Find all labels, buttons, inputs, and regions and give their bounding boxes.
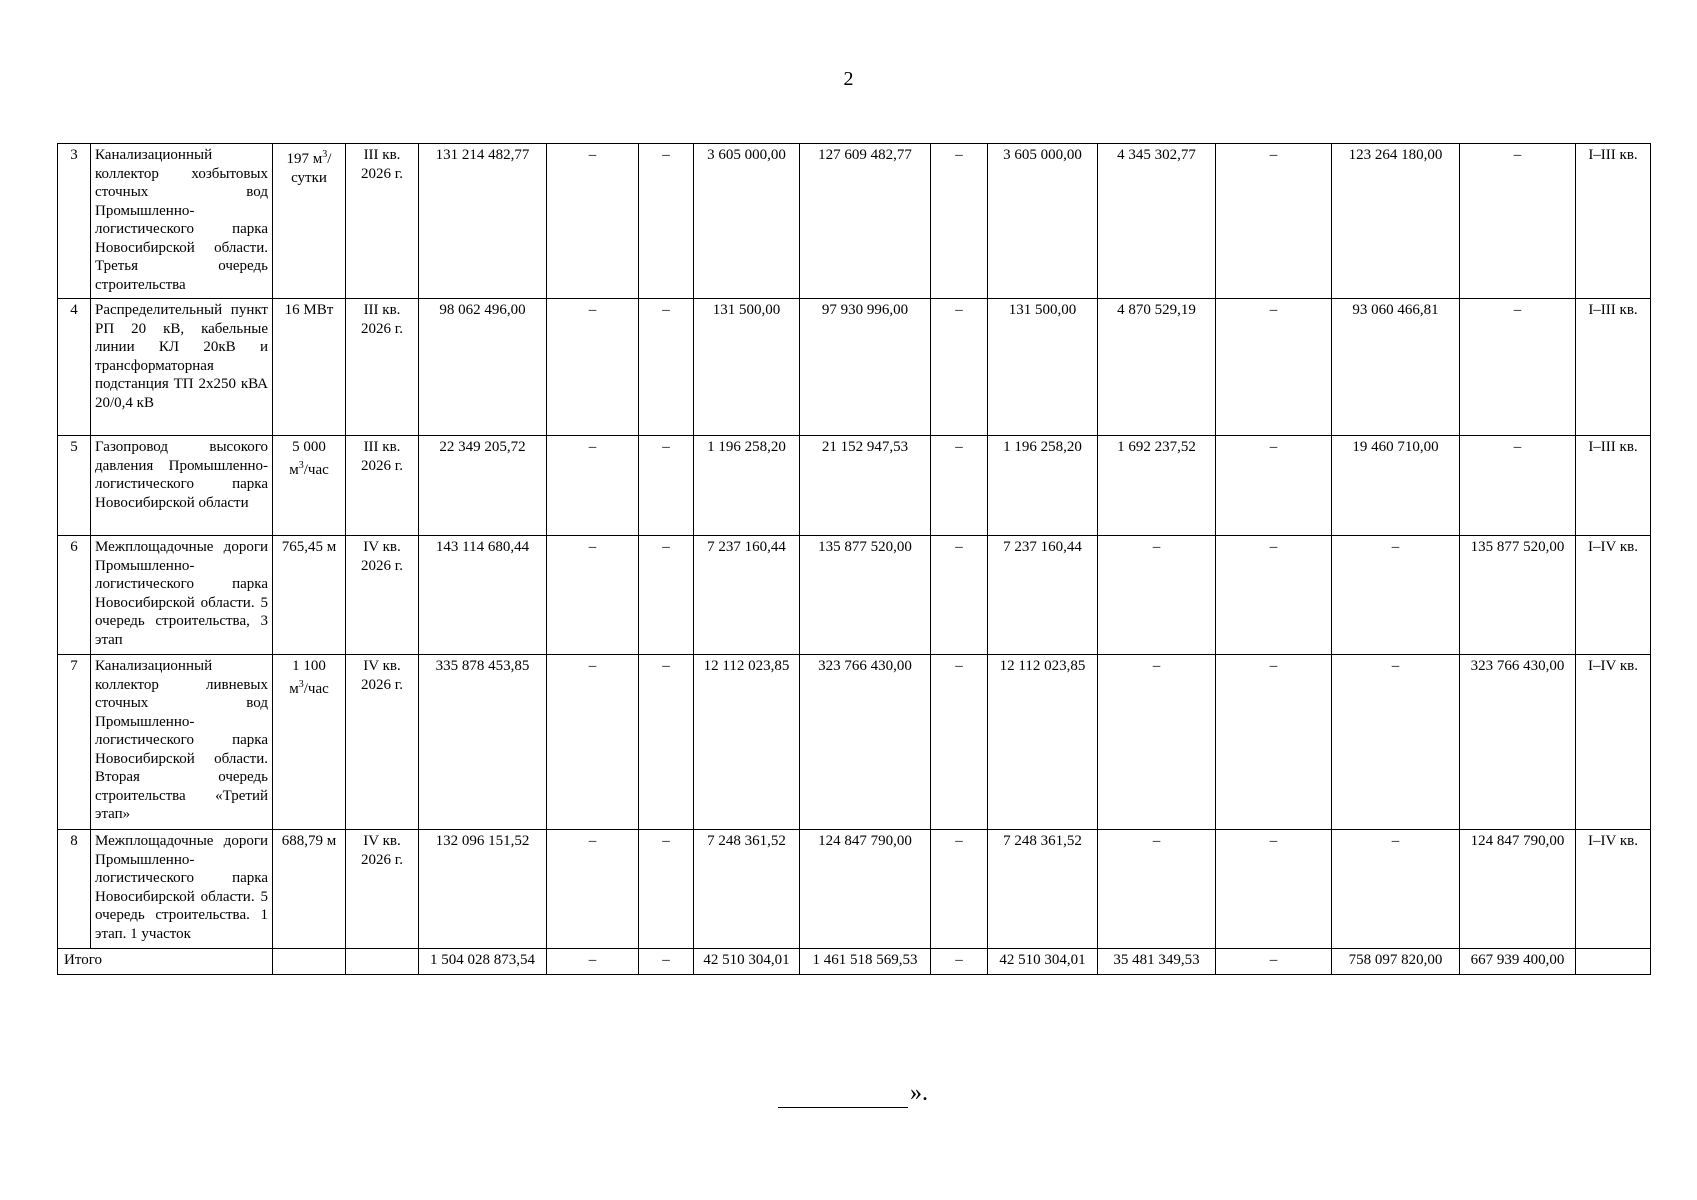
closing-mark [778, 1080, 928, 1108]
closing-quote: ». [910, 1080, 928, 1106]
row-number: 5 [58, 436, 91, 536]
cell-amount: – [639, 536, 694, 655]
investment-table [57, 143, 1651, 975]
cell-amount: – [1098, 655, 1216, 830]
cell-amount: 1 692 237,52 [1098, 436, 1216, 536]
cell-amount: – [547, 949, 639, 975]
total-label: Итого [58, 949, 273, 975]
capacity: 197 $м^3/$ сутки [273, 144, 346, 299]
commission-period: IV кв. 2026 г. [346, 830, 419, 949]
cell-quarters: I–IV кв. [1576, 830, 1651, 949]
cell-amount: – [639, 144, 694, 299]
cell-amount: – [639, 830, 694, 949]
cell-amount: – [547, 144, 639, 299]
row-number: 3 [58, 144, 91, 299]
cell-amount: – [1460, 436, 1576, 536]
cell-amount: 124 847 790,00 [1460, 830, 1576, 949]
cell-amount: 93 060 466,81 [1332, 299, 1460, 436]
cell-amount: 7 237 160,44 [988, 536, 1098, 655]
cell-amount: 131 500,00 [988, 299, 1098, 436]
cell-amount: 124 847 790,00 [800, 830, 931, 949]
cell-amount: 123 264 180,00 [1332, 144, 1460, 299]
cell-amount: – [931, 299, 988, 436]
cell-amount: 22 349 205,72 [419, 436, 547, 536]
object-name: Канализационный коллектор ливневых сточных вод Промышленно-логистического парка Новосибирской области. Вторая очередь строительства «Третий этап» [91, 655, 273, 830]
commission-period: IV кв. 2026 г. [346, 655, 419, 830]
cell-amount: 132 096 151,52 [419, 830, 547, 949]
cell-amount: – [931, 144, 988, 299]
cell-amount: 1 461 518 569,53 [800, 949, 931, 975]
commission-period: III кв. 2026 г. [346, 144, 419, 299]
cell-amount: – [1216, 299, 1332, 436]
capacity: 688,79 м [273, 830, 346, 949]
cell-quarters: I–III кв. [1576, 144, 1651, 299]
object-name: Канализационный коллектор хозбытовых сточных вод Промышленно-логистического парка Новосибирской области. Третья очередь строительства [91, 144, 273, 299]
cell-amount: – [1216, 655, 1332, 830]
cell-amount: – [1332, 830, 1460, 949]
cell-amount: – [931, 536, 988, 655]
cell-amount: – [1216, 536, 1332, 655]
cell-amount: – [1460, 144, 1576, 299]
capacity: 1 100 $м^3$/час [273, 655, 346, 830]
cell-amount: 4 345 302,77 [1098, 144, 1216, 299]
cell-amount: – [1098, 536, 1216, 655]
cell-amount: 131 214 482,77 [419, 144, 547, 299]
cell-amount: 7 237 160,44 [694, 536, 800, 655]
cell-amount: 1 196 258,20 [694, 436, 800, 536]
cell-amount: 21 152 947,53 [800, 436, 931, 536]
capacity: 765,45 м [273, 536, 346, 655]
cell-amount: – [1098, 830, 1216, 949]
cell-amount: – [931, 655, 988, 830]
cell-amount: 7 248 361,52 [988, 830, 1098, 949]
table-row [58, 436, 1651, 536]
cell-amount: 127 609 482,77 [800, 144, 931, 299]
cell-amount: – [1332, 536, 1460, 655]
cell-amount: – [1216, 436, 1332, 536]
cell-quarters: I–III кв. [1576, 299, 1651, 436]
cell-amount: 135 877 520,00 [1460, 536, 1576, 655]
cell-amount: 98 062 496,00 [419, 299, 547, 436]
cell-amount: 4 870 529,19 [1098, 299, 1216, 436]
cell-amount: – [547, 436, 639, 536]
cell-quarters: I–IV кв. [1576, 536, 1651, 655]
cell-amount: – [639, 436, 694, 536]
commission-period [346, 949, 419, 975]
cell-amount: 42 510 304,01 [694, 949, 800, 975]
cell-amount: 131 500,00 [694, 299, 800, 436]
cell-amount: – [931, 436, 988, 536]
table-row [58, 144, 1651, 299]
cell-amount: – [547, 655, 639, 830]
signature-line [778, 1080, 908, 1108]
cell-amount: 19 460 710,00 [1332, 436, 1460, 536]
capacity: 5 000 $м^3$/час [273, 436, 346, 536]
table-row [58, 299, 1651, 436]
cell-amount: 323 766 430,00 [800, 655, 931, 830]
commission-period: III кв. 2026 г. [346, 436, 419, 536]
object-name: Газопровод высокого давления Промышленно-логистического парка Новосибирской области [91, 436, 273, 536]
cell-amount: 12 112 023,85 [988, 655, 1098, 830]
table-row [58, 536, 1651, 655]
cell-amount: – [931, 830, 988, 949]
row-number: 4 [58, 299, 91, 436]
cell-amount: – [931, 949, 988, 975]
cell-amount: 42 510 304,01 [988, 949, 1098, 975]
row-number: 7 [58, 655, 91, 830]
commission-period: III кв. 2026 г. [346, 299, 419, 436]
cell-amount: – [1332, 655, 1460, 830]
row-number: 8 [58, 830, 91, 949]
commission-period: IV кв. 2026 г. [346, 536, 419, 655]
cell-amount: 97 930 996,00 [800, 299, 931, 436]
cell-amount: 3 605 000,00 [694, 144, 800, 299]
cell-amount: – [639, 949, 694, 975]
cell-amount: – [547, 299, 639, 436]
cell-amount: 35 481 349,53 [1098, 949, 1216, 975]
cell-amount: 667 939 400,00 [1460, 949, 1576, 975]
total-row [58, 949, 1651, 975]
cell-amount: – [547, 830, 639, 949]
cell-amount: – [1216, 949, 1332, 975]
cell-amount: – [1216, 830, 1332, 949]
cell-amount: – [639, 655, 694, 830]
table-row [58, 830, 1651, 949]
cell-amount: 335 878 453,85 [419, 655, 547, 830]
cell-amount: 135 877 520,00 [800, 536, 931, 655]
cell-amount: 7 248 361,52 [694, 830, 800, 949]
cell-amount: 143 114 680,44 [419, 536, 547, 655]
cell-amount: – [639, 299, 694, 436]
cell-amount: 1 504 028 873,54 [419, 949, 547, 975]
cell-amount: 12 112 023,85 [694, 655, 800, 830]
object-name: Межплощадочные дороги Промышленно-логистического парка Новосибирской области. 5 очередь строительства. 1 этап. 1 участок [91, 830, 273, 949]
object-name: Межплощадочные дороги Промышленно-логистического парка Новосибирской области. 5 очередь строительства, 3 этап [91, 536, 273, 655]
cell-quarters [1576, 949, 1651, 975]
cell-amount: – [1216, 144, 1332, 299]
page-number: 2 [843, 68, 854, 90]
cell-amount: 3 605 000,00 [988, 144, 1098, 299]
capacity [273, 949, 346, 975]
table-row [58, 655, 1651, 830]
cell-amount: 758 097 820,00 [1332, 949, 1460, 975]
cell-amount: 323 766 430,00 [1460, 655, 1576, 830]
cell-amount: 1 196 258,20 [988, 436, 1098, 536]
cell-amount: – [547, 536, 639, 655]
cell-amount: – [1460, 299, 1576, 436]
capacity: 16 МВт [273, 299, 346, 436]
cell-quarters: I–IV кв. [1576, 655, 1651, 830]
object-name: Распределительный пункт РП 20 кВ, кабельные линии КЛ 20кВ и трансформаторная подстанция ТП 2х250 кВА 20/0,4 кВ [91, 299, 273, 436]
cell-quarters: I–III кв. [1576, 436, 1651, 536]
row-number: 6 [58, 536, 91, 655]
